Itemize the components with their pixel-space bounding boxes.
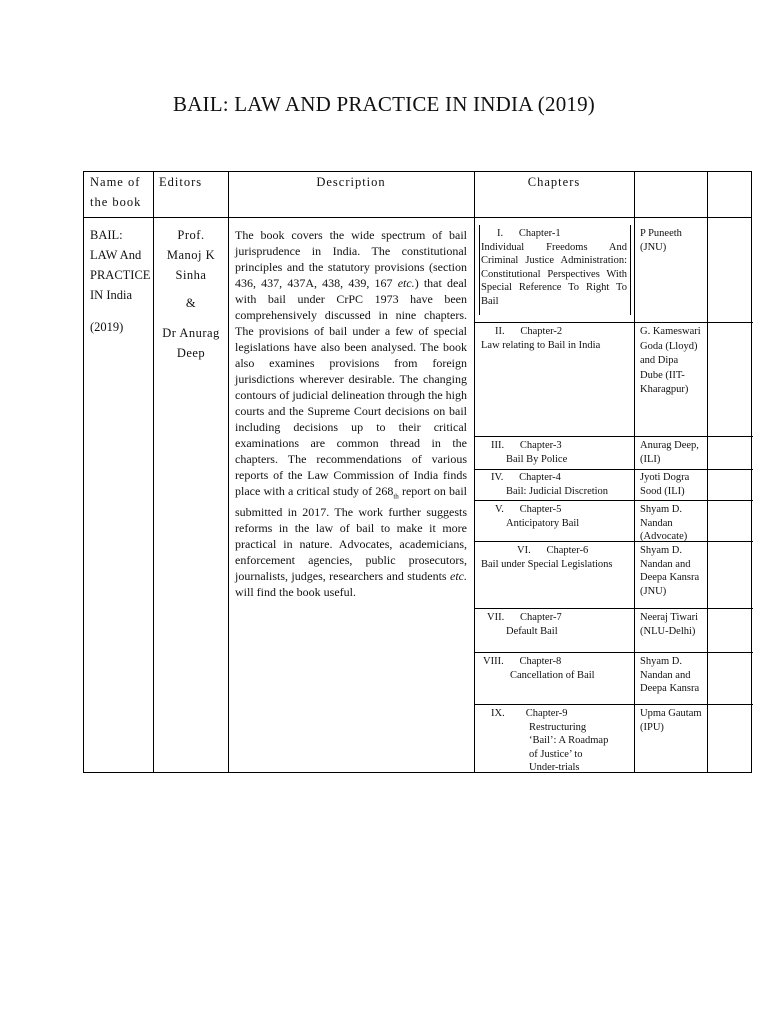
chapter-title: Law relating to Bail in India [481,339,601,351]
chapter-label: Chapter-8 [519,656,562,667]
chapter-label: Chapter-6 [546,545,589,556]
description-text: will find the book useful. [235,585,356,600]
book-name-line: PRACTICE [90,268,151,282]
chapter-8 [481,655,631,682]
chapter-8-author: Shyam D. Nandan and Deepa Kansra [640,656,700,694]
chapter-4-author: Jyoti Dogra Sood (ILI) [640,472,690,497]
chapter-1-author: P Puneeth (JNU) [640,228,682,253]
row-divider [474,652,753,653]
document-title: BAIL: LAW AND PRACTICE IN INDIA (2019) [172,92,595,116]
chapter-number: VII. [487,612,505,623]
editors-cell [154,225,228,363]
chapter-6-author: Shyam D. Nandan and Deepa Kansra (JNU) [640,545,700,597]
row-divider [474,541,753,542]
chapter-number: VIII. [483,656,504,667]
book-name-line: LAW And [90,248,142,262]
description-etc: etc. [397,276,415,290]
chapter-number: IX. [491,708,505,719]
chapter-number: II. [495,326,505,337]
chapter-title: Restructuring ‘Bail’: A Roadmap of Justice’ to Under-trials [529,721,609,773]
row-divider [474,608,753,609]
chapter-number: IV. [491,472,504,483]
chapter-title: Anticipatory Bail [506,517,580,529]
chapter-label: Chapter-4 [519,472,561,483]
book-name-line: BAIL: [90,228,123,242]
chapter-label: Chapter-5 [519,504,562,515]
cell-inner-border [479,225,480,315]
chapter-title: Default Bail [506,625,558,637]
chapter-number: VI. [517,545,531,556]
chapter-5-author: Shyam D. Nandan (Advocate) [640,504,688,542]
chapter-1 [481,227,627,308]
editor-line: Manoj K [166,248,216,262]
row-divider [474,469,753,470]
editor-line: Deep [176,346,206,360]
chapter-label: Chapter-3 [519,440,562,451]
chapter-number: V. [495,504,504,515]
row-divider [474,704,753,705]
description-etc: etc. [450,569,467,584]
description-text: report on bail submitted in 2017. The work further suggests reforms in the law of bail to make it more practical in nature. Advocates, academicians, enforcement agencies, public prosecutors, journalists, judges, researchers and students [235,484,467,584]
column-divider [634,172,635,772]
chapter-4 [481,471,631,498]
chapter-title: Cancellation of Bail [510,669,595,681]
chapter-7-author: Neeraj Tiwari (NLU-Delhi) [640,612,699,637]
chapter-5 [481,503,631,530]
header-chapters: Chapters [527,175,581,189]
chapter-title: Individual Freedoms And Criminal Justice Administration: Constitutional Perspectives With Special Reference To Right To Bail [481,241,627,307]
editor-line: Prof. [177,228,205,242]
chapter-number: I. [497,228,504,239]
editor-line: Sinha [175,268,207,282]
chapter-9 [481,707,631,775]
chapter-title: Bail By Police [506,453,568,465]
header-description: Description [316,175,386,189]
chapter-2 [481,325,631,352]
column-divider [707,172,708,772]
header-divider [84,217,751,218]
chapter-9-author: Upma Gautam (IPU) [640,708,702,733]
chapter-label: Chapter-9 [525,708,568,719]
chapter-label: Chapter-1 [518,228,561,239]
chapter-3-author: Anurag Deep, (ILI) [640,440,699,465]
header-editors: Editors [159,175,203,189]
row-divider [474,322,753,323]
description-cell [235,227,467,600]
chapter-title: Bail under Special Legislations [481,558,613,570]
chapter-label: Chapter-2 [520,326,563,337]
chapter-title: Bail: Judicial Discretion [506,485,609,497]
book-year: (2019) [90,320,124,334]
column-divider [228,172,229,772]
chapter-2-author: G. Kameswari Goda (Lloyd) and Dipa Dube (IIT-Kharagpur) [640,326,701,395]
description-text: ) that deal with bail under CrPC 1973 have been comprehensively discussed in nine chapters. The provisions of bail under a few of special legislations have also been analysed. The book also examines provisions from foreign jurisdictions wherever desirable. The changing contours of judicial delineation through the high courts and the Supreme Court decisions on bail including decisions up to their critical examinations are common thread in the chapters. The recommendations of various reports of the Law Commission of India finds place with a critical study of 268 [235,276,467,498]
book-name [90,225,152,337]
chapter-3 [481,439,631,466]
chapter-6 [481,544,631,571]
column-divider [474,172,475,772]
description-superscript: th [393,492,399,501]
cell-inner-border [630,225,631,315]
chapter-number: III. [491,440,505,451]
header-name: Name of the book [90,175,142,209]
row-divider [474,500,753,501]
chapter-7 [481,611,631,638]
book-name-line: IN India [90,288,132,302]
row-divider [474,436,753,437]
chapter-label: Chapter-7 [519,612,562,623]
book-table [83,171,752,773]
editors-ampersand: & [185,296,197,310]
description-text: The book covers the wide spectrum of bail jurisprudence in India. The constitutional principles and the statutory provisions (section 436, 437, 437A, 438, 439, 167 [235,228,467,290]
editor-line: Dr Anurag [162,326,220,340]
